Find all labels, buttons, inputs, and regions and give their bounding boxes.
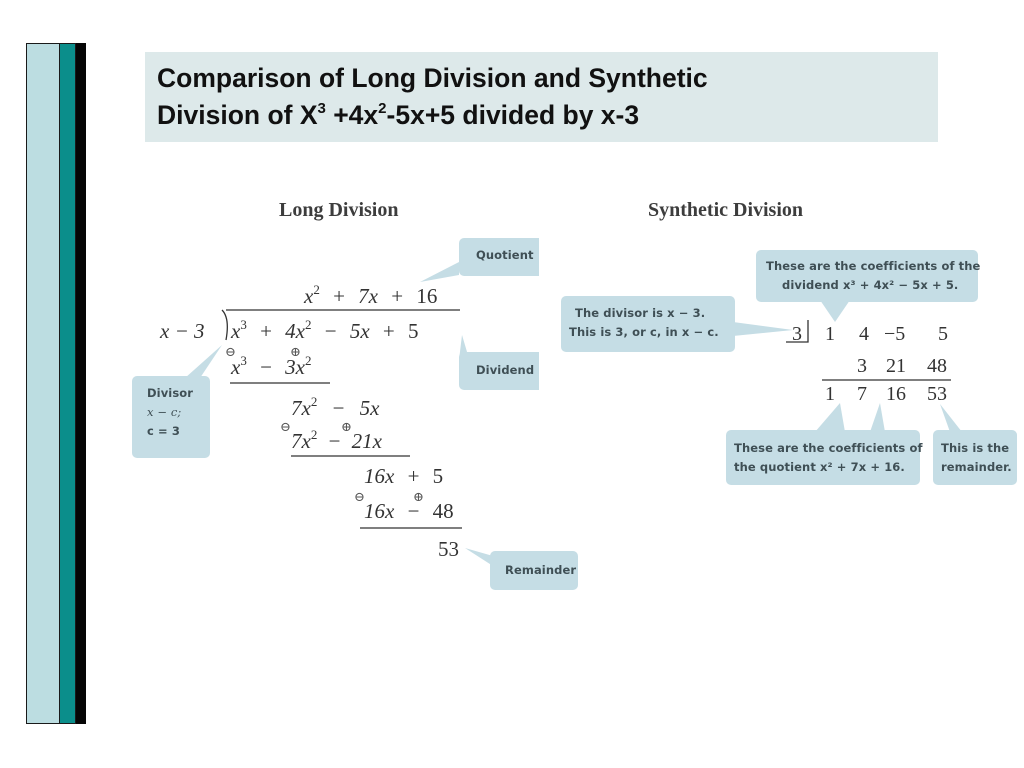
syn-result-2: 7	[857, 383, 867, 405]
syn-quotient-pointer-2	[870, 403, 885, 432]
r1-op: −	[260, 355, 272, 379]
syn-rem-callout-line1: This is the	[941, 441, 1010, 455]
syn-product-2: 21	[886, 355, 906, 377]
syn-coef-2: 4	[859, 323, 869, 345]
syn-quotient-pointer	[815, 403, 845, 432]
sign-plus-2: ⊕	[341, 419, 352, 434]
title-line2-prefix: Division of X	[157, 100, 318, 130]
ld-remainder: 53	[438, 537, 459, 561]
r4-5: 5	[432, 464, 444, 488]
dividend-row	[231, 317, 419, 343]
q-op-1: +	[333, 284, 345, 308]
syn-quot-callout-line2: the quotient x² + 7x + 16.	[734, 460, 905, 474]
syn-remainder-pointer	[940, 404, 962, 432]
d-term-5: 5	[408, 319, 419, 343]
ld-row-4	[364, 466, 443, 487]
d-exp1: 3	[240, 317, 247, 332]
syn-divisor-pointer	[733, 322, 793, 336]
q-term-16: 16	[416, 284, 438, 308]
sign-plus-1: ⊕	[290, 344, 301, 359]
syn-product-3: 48	[927, 355, 947, 377]
r3-op: −	[328, 429, 341, 453]
divisor-callout-line2: x − c;	[147, 405, 182, 419]
syn-coef-3: −5	[884, 323, 906, 345]
coef-callout-line2: dividend x³ + 4x² − 5x + 5.	[782, 278, 959, 292]
remainder-pointer	[465, 548, 493, 566]
syn-coef-4: 5	[938, 323, 948, 345]
syn-rem-callout-line2: remainder.	[941, 460, 1012, 474]
divisor-pointer	[185, 345, 222, 378]
syn-product-1: 3	[857, 355, 867, 377]
r1-3x2: 3x	[285, 355, 305, 379]
quotient-pointer	[420, 262, 459, 282]
syn-quot-callout-line1: These are the coefficients of	[734, 441, 923, 455]
r2-7x2: 7x	[291, 396, 311, 420]
long-division-heading: Long Division	[279, 199, 399, 221]
divisor-expr: x − 3	[160, 319, 205, 343]
d-op-1: +	[260, 319, 272, 343]
ld-row-5	[364, 501, 454, 522]
title-mid1: +4x	[325, 100, 379, 130]
dividend-callout	[459, 352, 539, 390]
sign-plus-3: ⊕	[413, 489, 424, 504]
r5-op: −	[407, 499, 420, 523]
r3-21x: 21x	[351, 429, 382, 453]
dividend-callout-label: Dividend	[476, 363, 535, 377]
syn-result-1: 1	[825, 383, 835, 405]
ld-row-3	[291, 427, 382, 453]
d-term-5x: 5x	[349, 319, 370, 343]
r4-16x: 16x	[364, 464, 395, 488]
title-line2-suffix: -5x+5 divided by x-3	[386, 100, 640, 130]
syn-result-3: 16	[886, 383, 906, 405]
d-op-2: −	[324, 319, 337, 343]
syn-divisor-callout	[561, 296, 735, 352]
r1-x3: x	[231, 355, 241, 379]
ld-row-2	[291, 394, 380, 420]
divisor-callout-line3: c = 3	[147, 424, 180, 438]
d-exp2: 2	[305, 317, 312, 332]
syn-result-4: 53	[927, 383, 947, 405]
remainder-callout-label: Remainder	[505, 563, 577, 577]
syn-c-value: 3	[792, 323, 802, 345]
syn-divisor-callout-line1: The divisor is x − 3.	[575, 306, 706, 320]
r2-exp: 2	[310, 394, 318, 409]
title-exp1: 3	[317, 100, 326, 117]
sign-minus-3: ⊖	[354, 489, 365, 504]
quotient-callout	[459, 238, 539, 276]
ld-row-1	[231, 353, 312, 379]
r2-5x: 5x	[359, 396, 380, 420]
q-term-x2: x	[304, 284, 314, 308]
d-term-4x2: 4x	[285, 319, 305, 343]
syn-coef-1: 1	[825, 323, 835, 345]
divisor-callout	[132, 376, 210, 458]
d-op-3: +	[382, 319, 395, 343]
coef-pointer	[820, 300, 850, 322]
q-term-7x: 7x	[358, 284, 378, 308]
r4-op: +	[407, 464, 420, 488]
coef-callout-line1: These are the coefficients of the	[766, 259, 981, 273]
title-line1: Comparison of Long Division and Synthetic	[157, 63, 708, 93]
q-exp: 2	[313, 282, 320, 297]
r1-exp2: 2	[305, 353, 312, 368]
syn-divisor-callout-line2: This is 3, or c, in x − c.	[569, 325, 719, 339]
r5-48: 48	[432, 499, 454, 523]
r2-op: −	[332, 396, 345, 420]
r1-exp1: 3	[240, 353, 247, 368]
sign-minus-2: ⊖	[280, 419, 291, 434]
r3-7x2: 7x	[291, 429, 311, 453]
r3-exp: 2	[310, 427, 318, 442]
d-term-x3: x	[231, 319, 241, 343]
syn-remainder-callout	[933, 430, 1017, 485]
syn-quotient-callout	[726, 430, 923, 485]
r5-16x: 16x	[364, 499, 395, 523]
title-exp2: 2	[378, 100, 387, 117]
synthetic-division-heading: Synthetic Division	[648, 199, 804, 221]
quotient-row	[304, 282, 438, 308]
quotient-callout-label: Quotient	[476, 248, 534, 262]
sign-minus-1: ⊖	[225, 344, 236, 359]
q-op-2: +	[391, 284, 404, 308]
divisor-text	[160, 321, 205, 342]
divisor-callout-line1: Divisor	[147, 386, 194, 400]
coefficients-callout	[756, 250, 981, 302]
remainder-callout	[490, 551, 578, 590]
